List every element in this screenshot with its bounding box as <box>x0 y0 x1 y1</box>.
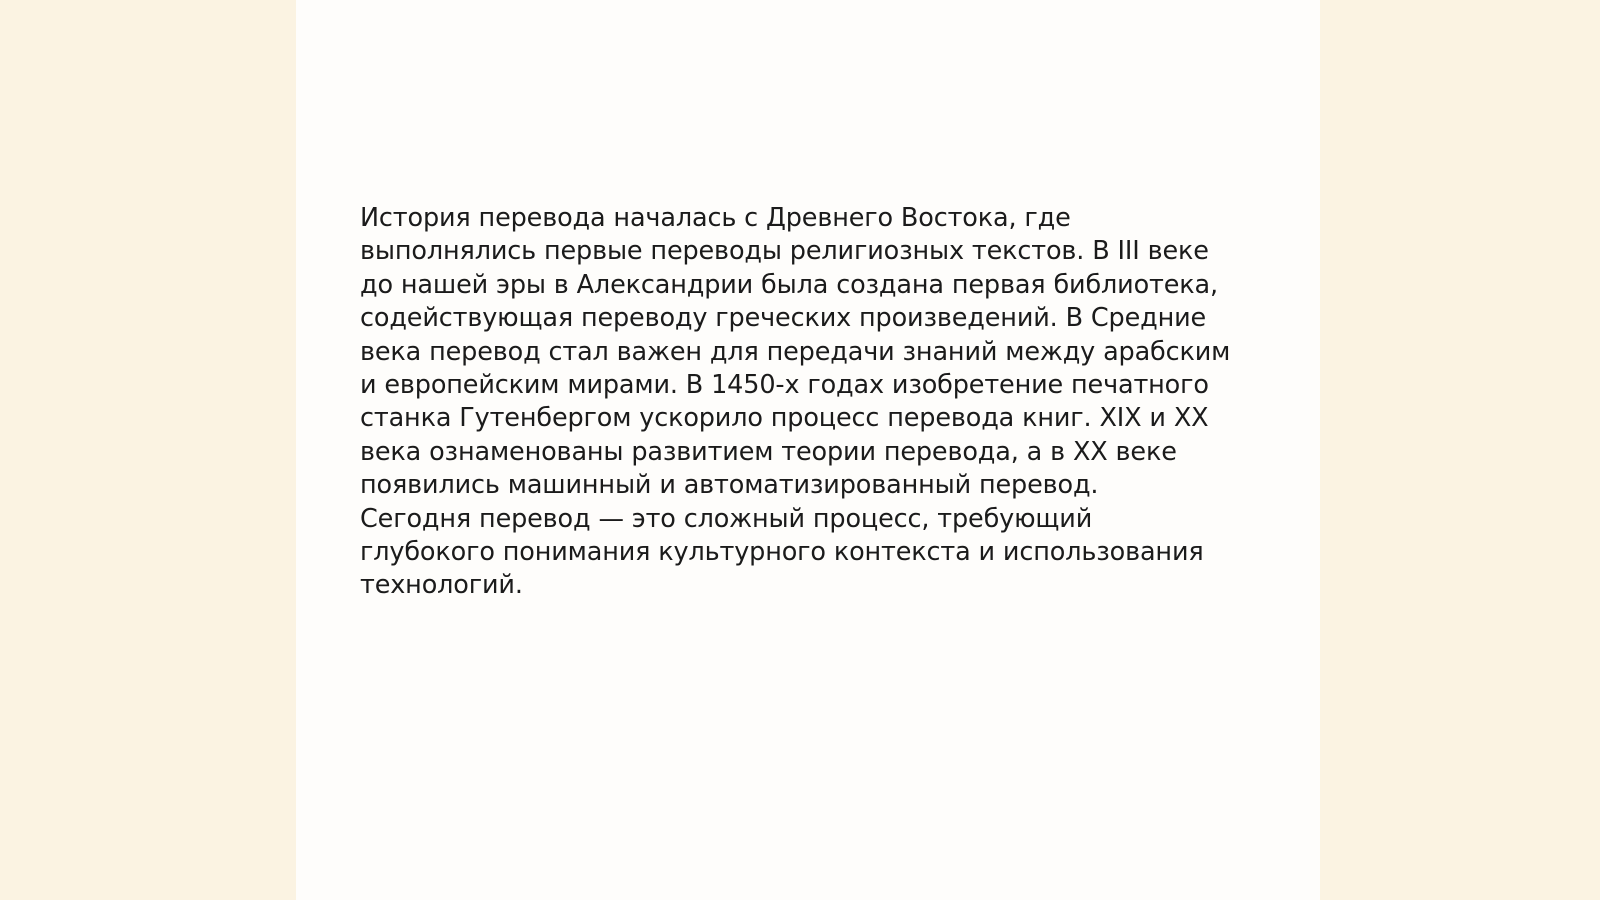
paragraph-line: века ознаменованы развитием теории перевода, а в XX веке <box>360 436 1177 467</box>
paragraph-line: и европейским мирами. В 1450-х годах изобретение печатного <box>360 370 1209 401</box>
body-paragraph <box>360 202 1260 603</box>
document-page <box>296 0 1320 900</box>
paragraph-line: века перевод стал важен для передачи знаний между арабским <box>360 336 1231 367</box>
paragraph-line: до нашей эры в Александрии была создана первая библиотека, <box>360 269 1218 300</box>
paragraph-line: содействующая переводу греческих произведений. В Средние <box>360 303 1207 334</box>
right-margin <box>1320 0 1600 900</box>
paragraph-line: появились машинный и автоматизированный перевод. <box>360 470 1099 501</box>
paragraph-line: История перевода началась с Древнего Востока, где <box>360 203 1071 233</box>
left-margin <box>0 0 296 900</box>
paragraph-line: станка Гутенбергом ускорило процесс перевода книг. XIX и XX <box>360 403 1209 434</box>
paragraph-line: технологий. <box>360 570 523 601</box>
paragraph-line: Сегодня перевод — это сложный процесс, требующий <box>360 503 1093 534</box>
paragraph-line: глубокого понимания культурного контекста и использования <box>360 537 1204 568</box>
paragraph-line: выполнялись первые переводы религиозных текстов. В III веке <box>360 236 1209 267</box>
